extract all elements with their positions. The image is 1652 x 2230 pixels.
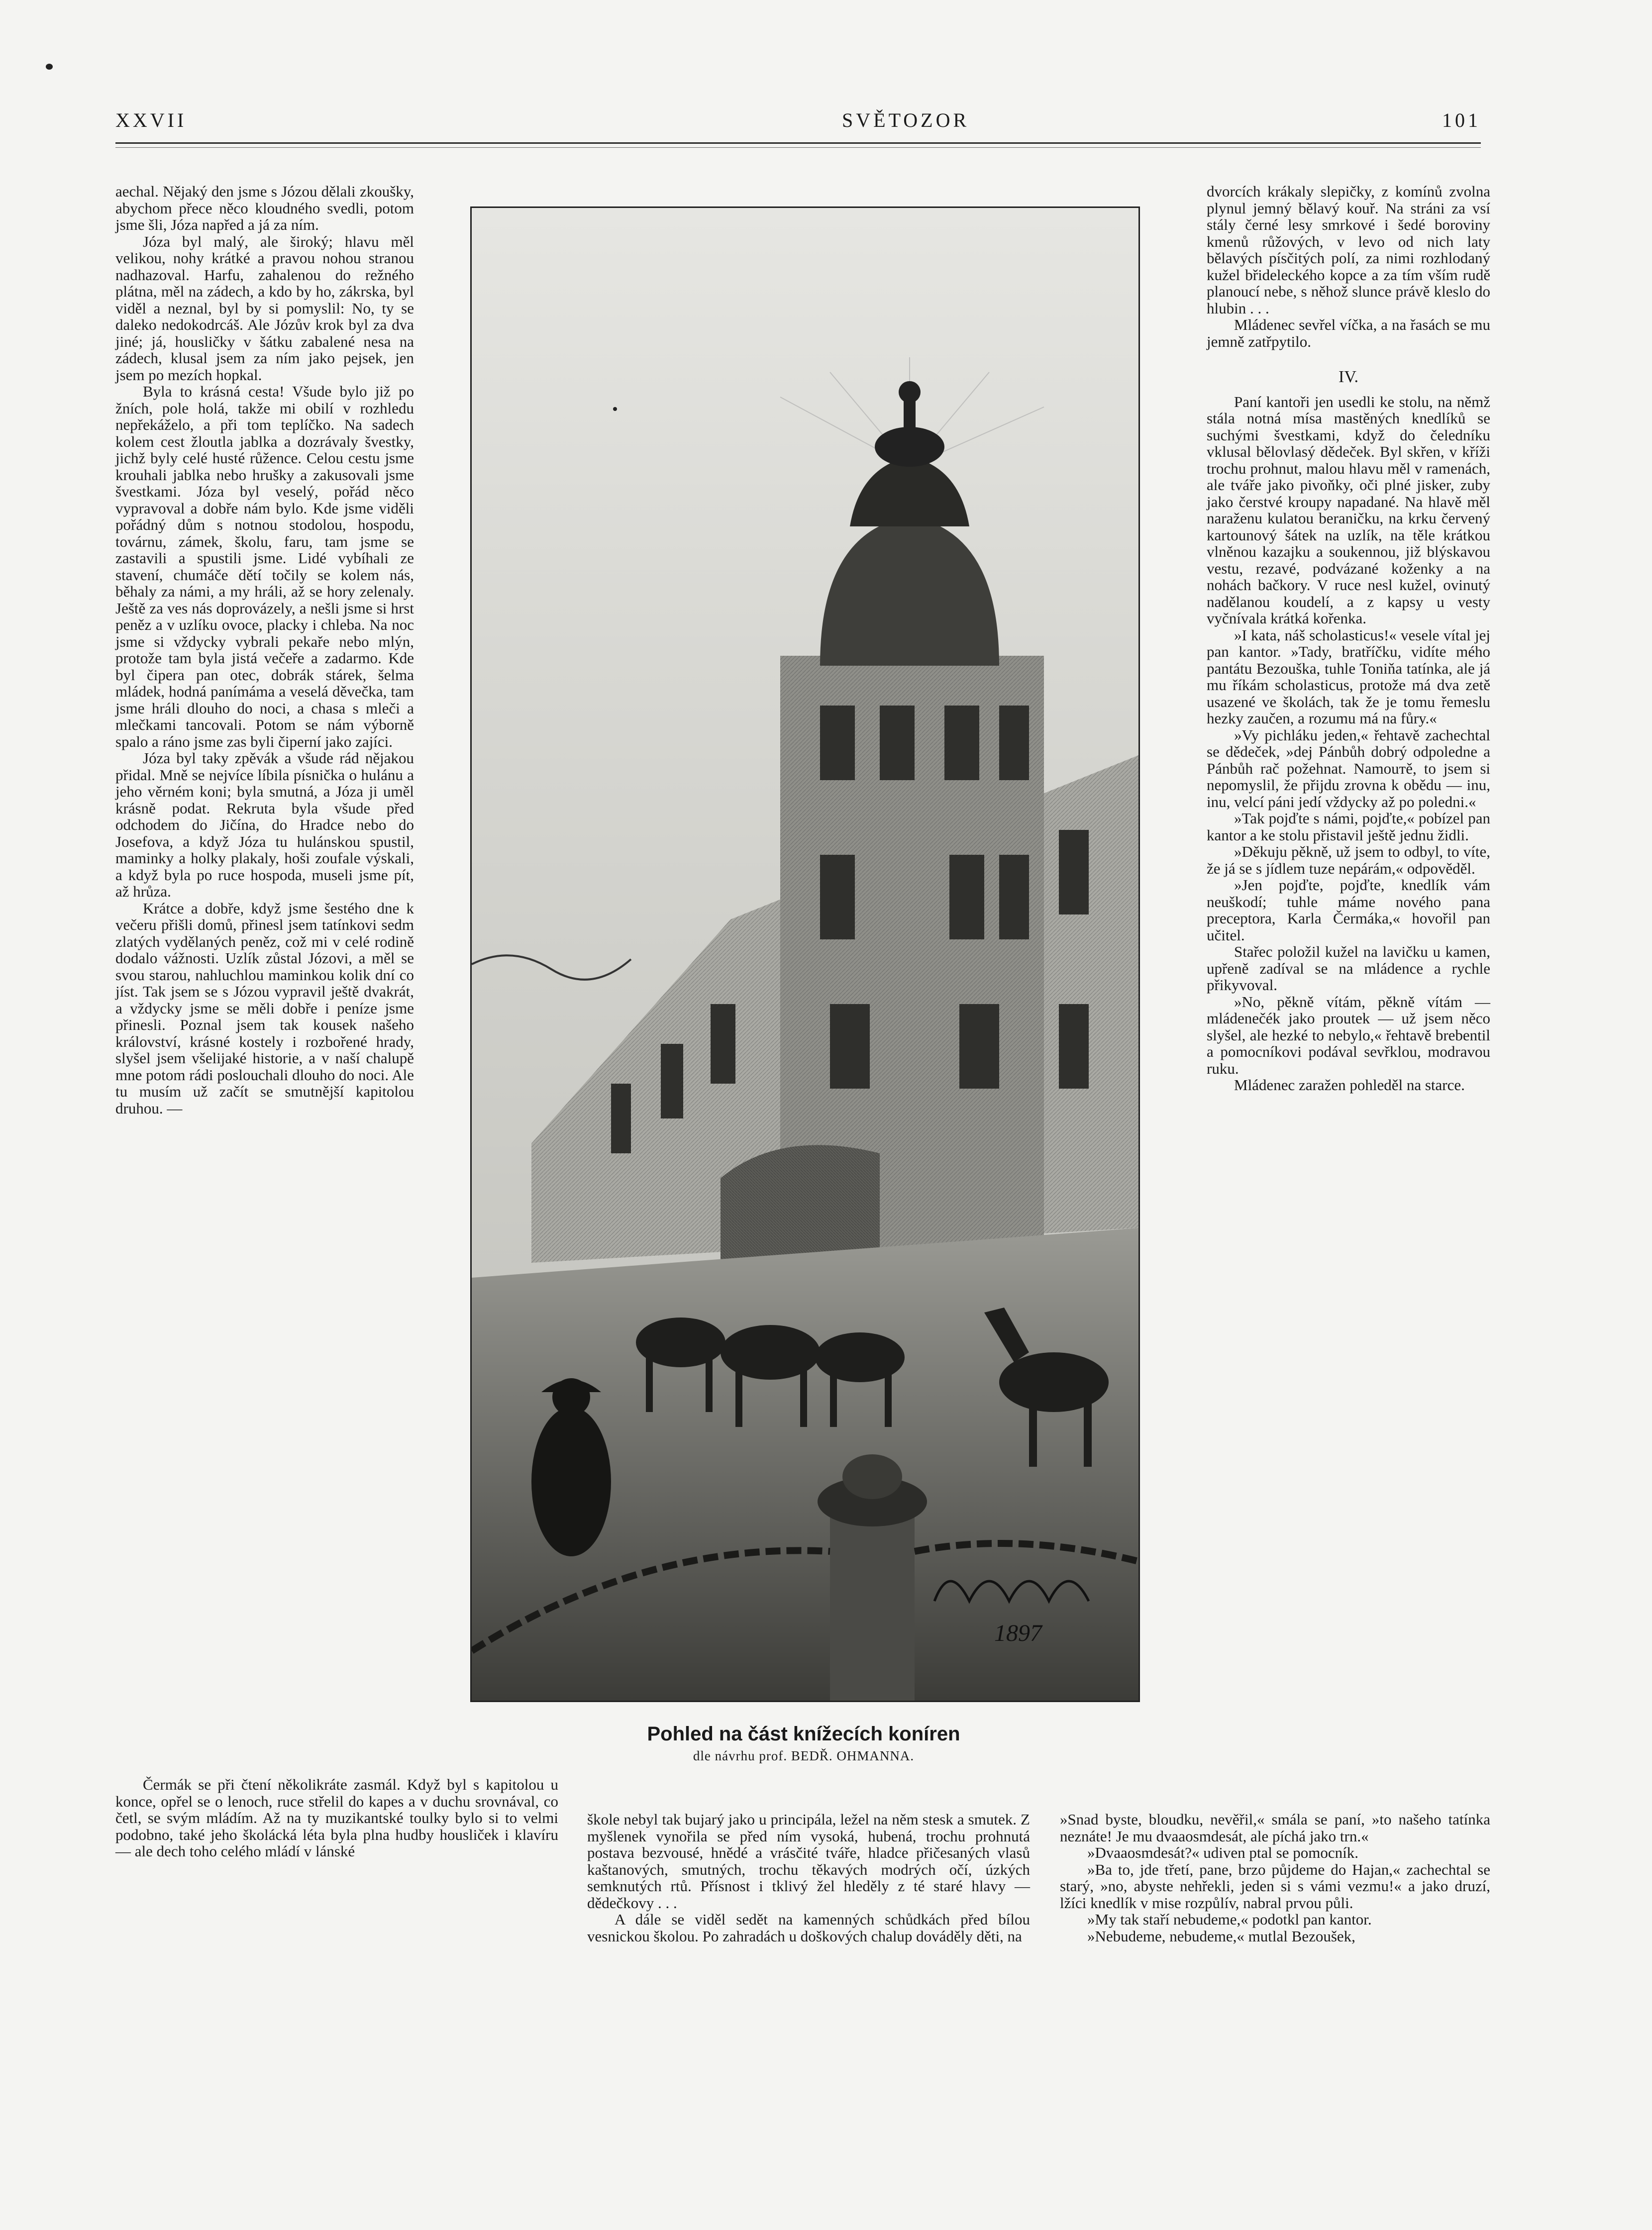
paragraph: dvorcích krákaly slepičky, z komínů zvolna plynul jemný bělavý kouř. Na stráni za vsí stály černé lesy smrkové i šedé boroviny kmenů růžových, v levo od nich laty bělavých písčitých polí, za nimi rozhlodaný kužel břideleckého kopce a za tím vším rudě planoucí nebe, s něhož slunce právě kleslo do hlubin . . .: [1207, 183, 1490, 317]
journal-title: SVĚTOZOR: [842, 109, 970, 131]
paragraph: »Nebudeme, nebudeme,« mutlal Bezoušek,: [1087, 1927, 1355, 1945]
paragraph: »Dvaaosmdesát?« udiven ptal se pomocník.: [1087, 1844, 1358, 1861]
paragraph: Mládenec zaražen pohleděl na starce.: [1234, 1076, 1465, 1094]
paragraph: Mládenec sevřel víčka, a na řasách se mu jemně zatřpytilo.: [1207, 316, 1490, 350]
middle-column-bottom: [587, 1811, 1030, 1944]
section-number: IV.: [1339, 368, 1358, 386]
paragraph: Byla to krásná cesta! Všude bylo již po žních, pole holá, takže mi obilí v rozhledu nepřekáželo, a při tom teplíčko. Na sadech kolem cest žloutla jablka a dozrávaly švestky, jichž byly celé husté růžence. Celou cestu jsme krouhali jablka nebo hrušky a zakusovali jsme švestkami. Józa byl veselý, pořád něco vypravoval a dobře nám bylo. Kde jsme viděli pořádný dům s notnou stodolou, hospodu, továrnu, zámek, školu, faru, tam jsme se zastavili a spustili jsme. Lidé vybíhali ze stavení, chumáče dětí točily se kolem nás, běhaly za námi, a my hráli, až se hory zelenaly. Ještě za ves nás doprovázely, a nešli jsme si hrst peněz a v uzlíku ovoce, placky i chleba. Na noc jsme si vždycky vybrali pekaře nebo mlýn, protože tam byla jistá večeře a zadarmo. Kde byl čiperа pan otec, dobrák stárek, šelma mládek, hodná panímáma a veselá děvečka, tam jsme hráli dlouho do noci, a chasa s mleči a mlečkami tancovali. Potom se nám výborně spalo a ráno jsme zas byli čiperní jako zajíci.: [115, 383, 414, 750]
paragraph: »Vy pichláku jeden,« řehtavě zachechtal se dědeček, »dej Pánbůh dobrý odpoledne a Pánbůh rač požehnat. Namouтě, to jsem si nepomyslil, že přijdu zrovna k obědu — inu, inu, velcí páni jedí vždycky až po poledni.«: [1207, 726, 1490, 811]
paragraph: Krátce a dobře, když jsme šestého dne k večeru přišli domů, přinesl jsem tatínkovi sedm zlatých vydělaných peněz, což mi v celé rodině dodalo vážnosti. Uzlík zůstal Józovi, a měl se svou starou, nahluchlou maminkou kolik dní co jíst. Tak jsem se s Józou vypravil ještě dvakrát, a vždycky jsme se měli dobře i peníze jsme přinesli. Poznal jsem tak kousek našeho království, krásné kostely i rozbořené hrady, slyšel jsem všelijaké historie, a v naší chalupě mne potom rádi poslouchali dlouho do noci. Ale tu musím už začít se smutnější kapitolou druhou. —: [115, 899, 414, 1117]
caption-title: Pohled na část knížecích koníren: [647, 1723, 960, 1745]
paragraph: »My tak staří nebudeme,« podotkl pan kantor.: [1087, 1911, 1372, 1928]
header-rule: [115, 142, 1481, 144]
paragraph: »Jen pojďte, pojďte, knedlík vám neuškodí; tuhle máme nového pana preceptora, Karla Čermáka,« hovořil pan učitel.: [1207, 876, 1490, 944]
illustration-caption: [470, 1723, 1137, 1764]
right-column-bottom: [1060, 1811, 1490, 1944]
paragraph: škole nebyl tak bujarý jako u principála, ležel na něm stesk a smutek. Z myšlenek vynořila se před ním vysoká, hubená, trochu prohnutá postava bezvousé, hnědé a vrásčité tváře, hladce přičesaných vlasů kaštanových, smutných, trochu těkavých modrých očí, úzkých semknutých rtů. Přísnost i tklivý žel hleděly z té staré hlavy — dědečkovy . . .: [587, 1811, 1030, 1912]
left-column-bottom: [115, 1776, 558, 1860]
paragraph: Čermák se při čtení několikráte zasmál. Když byl s kapitolou u konce, opřel se o lenoch, ruce střelil do kapes a v duchu srovnával, co četl, se svým mládím. Až na ty muzikantské toulky bylo si to velmi podobno, také jeho školácká léta byla plna hudby housliček i klavíru — ale dech toho celého mládí v lánské: [115, 1776, 558, 1860]
signature-year: 1897: [994, 1620, 1042, 1646]
paragraph: Stařec položil kužel na lavičku u kamen, upřeně zadíval se na mládence a rychle přikyvoval.: [1207, 943, 1490, 994]
paragraph: »I kata, náš scholasticus!« vesele vítal jej pan kantor. »Tady, bratříčku, vidíte mého pantátu Bezouška, tuhle Toniňa tatínka, ale já mu říkám scholasticus, protože má dva zetě usazené ve školách, tak že je tomu řemeslu hezky zaučen, a rozumu má na fůry.«: [1207, 626, 1490, 727]
left-column: [115, 183, 414, 1116]
paragraph: aechal. Nějaký den jsme s Józou dělali zkoušky, abychom přece něco kloudného svedli, potom jsme šli, Józa napřed a já za ním.: [115, 183, 414, 233]
ink-speck: [613, 407, 617, 411]
page-header: [115, 108, 1481, 138]
paragraph: A dále se viděl sedět na kamenných schůdkách před bílou vesnickou školou. Po zahradách u doškových chalup dováděly děti, na: [587, 1911, 1030, 1945]
engraving-image: [472, 208, 1138, 1701]
paragraph: Paní kantoři jen usedli ke stolu, na němž stála notná mísa mastěných knedlíků se suchými švestkami, když do čeledníku vklusal bělovlasý dědeček. Byl skřen, v kříži trochu prohnut, malou hlavu měl v ramenách, ale tváře jako pivoňky, oči plné jisker, zuby jako čerstvé kroupy napadané. Na hlavě měl naraženu kulatou beraničku, na krku červený kartounový šátek na uzlík, na těle krátkou vlněnou kazajku a soukennou, již blýskavou vestu, rezavé, podvázané koženky a na nohách bačkory. V ruce nesl kužel, ovinutý nadělanou koudelí, a z kapsy u vesty vyčnívala krátká kořenka.: [1207, 393, 1490, 627]
volume-number: XXVII: [115, 109, 187, 131]
paragraph: »Tak pojďte s námi, pojďte,« pobízel pan kantor a ke stolu přistavil ještě jednu židli.: [1207, 810, 1490, 844]
paragraph: »Děkuju pěkně, už jsem to odbyl, to víte, že já se s jídlem tuze nepárám,« odpověděl.: [1207, 843, 1490, 877]
right-column: [1207, 183, 1490, 1094]
paragraph: »Ba to, jde třetí, pane, brzo půjdeme do Hajan,« zachechtal se starý, »no, abyste nehřekli, jeden si s vámi vezmu!« a jako druzí, lžíci knedlík v mise rozpůlív, nabral prvou půli.: [1060, 1860, 1490, 1912]
ink-speck: [46, 64, 53, 70]
paragraph: »Snad byste, bloudku, nevěřil,« smála se paní, »to našeho tatínka neznáte! Je mu dvaaosmdesát, ale píchá jako trn.«: [1060, 1811, 1490, 1845]
illustration-stables: [470, 206, 1140, 1702]
paragraph: Józa byl taky zpěvák a všude rád nějakou přidal. Mně se nejvíce líbila písnička o hulánu a jeho věrném koni; byla smutná, a Józa ji uměl krásně podat. Rekruta byla všude před odchodem do Jičína, do Hradce nebo do Josefova, a když Józa tu hulánskou spustil, maminky a holky plakaly, hoši zoufale výskali, a když byla po ruce hospoda, museli jsme pít, až hrůza.: [115, 749, 414, 900]
caption-credit: dle návrhu prof. BEDŘ. OHMANNA.: [693, 1748, 915, 1763]
page-number: 101: [1442, 109, 1481, 131]
header-rule-thin: [115, 147, 1481, 148]
paragraph: »No, pěkně vítám, pěkně vítám — mládenečék jako proutek — už jsem něco slyšel, ale hezké to nebylo,« řehtavě brebentil a pomocníkovi podával sevřklou, modravou ruku.: [1207, 993, 1490, 1077]
paragraph: Józa byl malý, ale široký; hlavu měl velikou, nohy krátké a pravou nohou stranou nadhazoval. Harfu, zahalenou do režného plátna, měl na zádech, a kdo by ho, zákrska, byl viděl a neznal, byl by si pomyslil: No, ty se daleko nedokodrcáš. Ale Józův krok byl za dva jiné; já, housličky v šátku zabalené nesa na zádech, klusal jsem za ním jako pejsek, jen jsem po mezích hopkal.: [115, 232, 414, 384]
